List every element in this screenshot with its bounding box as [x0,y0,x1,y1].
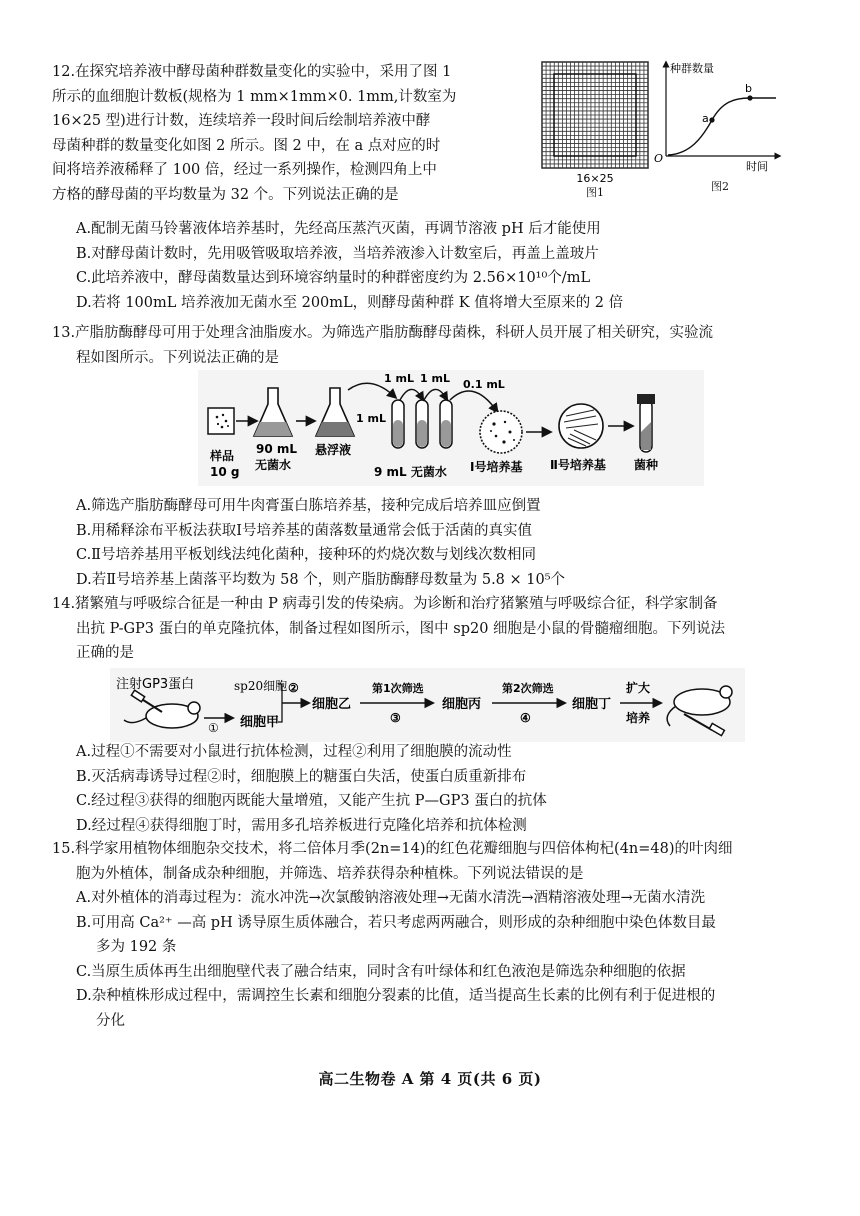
q15-stem-line: 胞为外植体，制备成杂种细胞，并筛选、培养获得杂种植株。下列说法错误的是 [76,865,584,882]
plate-1 [480,411,522,453]
flow-expand-1: 扩大 [626,681,651,695]
sample-box [208,408,234,434]
flow-suspension-label: 悬浮液 [315,443,352,457]
population-growth-curve [650,58,790,178]
flow-step-4: ④ [520,711,531,725]
flow-plate-2-label: Ⅱ号培养基 [550,458,606,472]
q13-stem-line: 13.产脂肪酶酵母可用于处理含油脂废水。为筛选产脂肪酶酵母菌株，科研人员开展了相关研究，实验流 [52,325,714,341]
flow-sp20-label: sp20细胞 [234,679,288,693]
q14-flow-svg [110,668,745,742]
flow-cell-b: 细胞乙 [312,697,352,712]
fig1-grid-label: 16×25 [576,172,614,185]
q12-stem-line: 方格的酵母菌的平均数量为 32 个。下列说法正确的是 [52,186,399,203]
fig2-label-a: a [702,112,709,125]
q15-option-d-cont: 分化 [96,1012,125,1029]
flow-screen-1: 第1次筛选 [372,682,424,695]
q13-option-a: A.筛选产脂肪酶酵母可用牛肉膏蛋白胨培养基，接种完成后培养皿应倒置 [76,498,541,514]
q12-option-a: A.配制无菌马铃薯液体培养基时，先经高压蒸汽灭菌，再调节溶液 pH 后才能使用 [76,221,601,237]
flow-step-1: ① [208,721,219,735]
q13-option-b: B.用稀释涂布平板法获取Ⅰ号培养基的菌落数量通常会低于活菌的真实值 [76,522,532,539]
q15-stem-line: 15.科学家用植物体细胞杂交技术，将二倍体月季(2n=14)的红色花瓣细胞与四倍体枸杞(4n=48)的叶肉细 [52,841,733,857]
flow-cell-d: 细胞丁 [572,697,612,712]
tube-cap [637,394,655,404]
hemocytometer-grid-image [540,60,650,190]
q14-option-c: C.经过程③获得的细胞丙既能大量增殖，又能产生抗 P—GP3 蛋白的抗体 [76,793,547,809]
q12-stem-line: 所示的血细胞计数板(规格为 1 mm×1mm×0. 1mm,计数室为 [52,88,457,105]
q12-figure-2 [650,58,790,192]
flow-sample-mass: 10 g [210,465,240,479]
question-15 [52,837,822,1033]
flow-step-2: ② [288,681,299,695]
q14-stem-line: 出抗 P-GP3 蛋白的单克隆抗体，制备过程如图所示，图中 sp20 细胞是小鼠的骨髓瘤细胞。下列说法 [76,620,726,637]
flow-strain-label: 菌种 [634,458,659,472]
flow-screen-2: 第2次筛选 [502,682,554,695]
q13-flow-diagram [198,370,704,486]
q15-option-a: A.对外植体的消毒过程为：流水冲洗→次氯酸钠溶液处理→无菌水清洗→酒精溶液处理→无菌水清洗 [76,890,706,906]
fig2-xlabel: 时间 [746,160,768,173]
q14-option-a: A.过程①不需要对小鼠进行抗体检测，过程②利用了细胞膜的流动性 [76,744,512,760]
flow-transfer-1: 1 mL [356,412,386,425]
flow-tube-label: 9 mL 无菌水 [374,465,447,479]
q12-stem-line: 间将培养液稀释了 100 倍，经过一系列操作，检测四角上中 [52,162,437,178]
flow-sample-label: 样品 [210,449,235,463]
q13-stem-line: 程如图所示。下列说法正确的是 [76,349,279,366]
q15-option-b: B.可用高 Ca²⁺ —高 pH 诱导原生质体融合，若只考虑两两融合，则形成的杂种细胞中染色体数目最 [76,914,716,931]
q14-option-b: B.灭活病毒诱导过程②时，细胞膜上的糖蛋白失活，使蛋白质重新排布 [76,768,527,785]
fig2-point-b [747,95,752,100]
flow-expand-2: 培养 [626,711,651,725]
q12-figure-1 [540,60,650,199]
q14-stem-line: 14.猪繁殖与呼吸综合征是一种由 P 病毒引发的传染病。为诊断和治疗猪繁殖与呼吸综合征，科学家制备 [52,596,718,612]
q12-option-d: D.若将 100mL 培养液加无菌水至 200mL，则酵母菌种群 K 值将增大至原来的 2 倍 [76,294,624,311]
fig2-label-b: b [745,82,752,95]
flow-inject-label: 注射GP3蛋白 [116,677,195,692]
fig1-caption: 图1 [586,186,604,199]
fig2-s-curve [668,98,776,155]
flow-flask-label: 无菌水 [255,458,292,472]
flow-transfer-2: 1 mL [384,372,414,385]
fig2-caption: 图2 [711,180,729,193]
q13-option-d: D.若Ⅱ号培养基上菌落平均数为 58 个，则产脂肪酶酵母数量为 5.8 × 10⁵个 [76,571,566,588]
q14-option-d: D.经过程④获得细胞丁时，需用多孔培养板进行克隆化培养和抗体检测 [76,817,527,834]
question-14-options [52,740,822,838]
flow-transfer-4: 0.1 mL [463,378,505,391]
flow-step-3: ③ [390,711,401,725]
q15-option-d: D.杂种植株形成过程中，需调控生长素和细胞分裂素的比值，适当提高生长素的比例有利于促进根的 [76,988,716,1004]
flow-cell-a: 细胞甲 [240,715,280,730]
question-13 [52,321,822,370]
q12-stem-line: 12.在探究培养液中酵母菌种群数量变化的实验中，采用了图 1 [52,64,452,80]
q15-option-b-cont: 多为 192 条 [96,939,177,955]
flow-plate-1-label: Ⅰ号培养基 [470,460,523,474]
fig2-point-a [709,117,714,122]
question-12-options [52,217,822,315]
q12-option-b: B.对酵母菌计数时，先用吸管吸取培养液，当培养液渗入计数室后，再盖上盖玻片 [76,245,599,262]
question-13-options [52,494,822,592]
flow-transfer-3: 1 mL [420,372,450,385]
q15-option-c: C.当原生质体再生出细胞壁代表了融合结束，同时含有叶绿体和红色液泡是筛选杂种细胞的依据 [76,963,686,980]
q12-option-c: C.此培养液中，酵母菌数量达到环境容纳量时的种群密度约为 2.56×10¹⁰个/mL [76,270,591,286]
question-14 [52,592,822,666]
q14-flow-diagram [110,668,745,742]
fig2-origin: O [654,152,664,165]
flow-cell-c: 细胞丙 [442,697,482,712]
q14-stem-line: 正确的是 [76,645,134,661]
q12-stem-line: 16×25 型)进行计数，连续培养一段时间后绘制培养液中酵 [52,113,431,129]
page-footer: 高二生物卷 A 第 4 页(共 6 页) [318,1070,542,1088]
q13-option-c: C.Ⅱ号培养基用平板划线法纯化菌种，接种环的灼烧次数与划线次数相同 [76,547,537,563]
q12-stem-line: 母菌种群的数量变化如图 2 所示。图 2 中，在 a 点对应的时 [52,137,441,154]
flow-flask-volume: 90 mL [256,442,298,456]
q13-flow-svg [198,370,704,486]
fig2-ylabel: 种群数量 [670,62,714,75]
